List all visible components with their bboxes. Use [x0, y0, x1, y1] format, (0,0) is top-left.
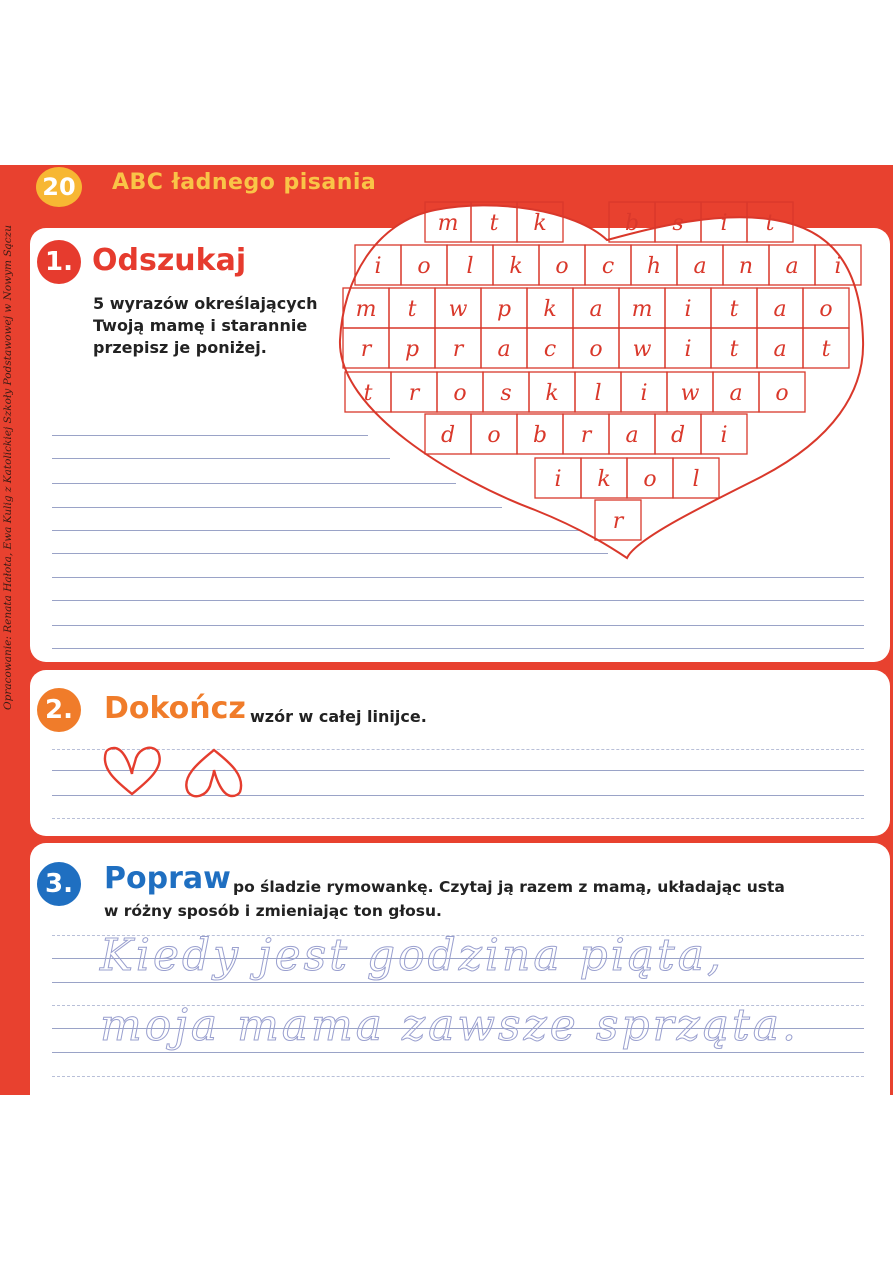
puzzle-letter: s	[672, 211, 684, 236]
puzzle-letter: m	[437, 211, 459, 236]
heart-pattern-sample	[100, 744, 250, 800]
exercise-2-title: Dokończ	[104, 691, 246, 726]
puzzle-letter: p	[496, 297, 512, 322]
instruction-line: 5 wyrazów określających	[93, 294, 318, 313]
puzzle-letter: o	[555, 254, 569, 279]
puzzle-letter: o	[775, 381, 789, 406]
puzzle-letter: w	[632, 337, 652, 362]
puzzle-letter: i	[720, 211, 728, 236]
puzzle-letter: t	[765, 211, 775, 236]
puzzle-letter: r	[612, 509, 624, 534]
writing-line[interactable]	[52, 648, 864, 649]
puzzle-letter: b	[624, 211, 640, 236]
puzzle-letter: m	[631, 297, 653, 322]
writing-line[interactable]	[52, 435, 368, 436]
heart-word-search	[335, 190, 875, 570]
puzzle-letter: i	[684, 337, 692, 362]
writing-line	[52, 1076, 864, 1077]
writing-line[interactable]	[52, 577, 864, 578]
puzzle-letter: t	[821, 337, 831, 362]
puzzle-letter: i	[554, 467, 562, 492]
writing-line[interactable]	[52, 1052, 864, 1053]
puzzle-letter: m	[355, 297, 377, 322]
puzzle-letter: n	[738, 254, 754, 279]
puzzle-letter: a	[773, 297, 787, 322]
puzzle-letter: t	[407, 297, 417, 322]
puzzle-letter: l	[692, 467, 700, 492]
puzzle-letter: l	[594, 381, 602, 406]
puzzle-letter: t	[489, 211, 499, 236]
puzzle-letter: a	[589, 297, 603, 322]
exercise-3-number: 3.	[37, 862, 81, 906]
puzzle-letter: i	[640, 381, 648, 406]
page-number: 20	[36, 167, 82, 207]
puzzle-letter: p	[404, 337, 420, 362]
puzzle-letter: o	[819, 297, 833, 322]
puzzle-letter: h	[646, 254, 662, 279]
puzzle-letter: k	[533, 211, 547, 236]
writing-line	[52, 818, 864, 819]
puzzle-letter: b	[532, 423, 548, 448]
puzzle-letter: o	[417, 254, 431, 279]
exercise-1-title: Odszukaj	[92, 243, 247, 278]
puzzle-letter: i	[720, 423, 728, 448]
puzzle-letter: k	[543, 297, 557, 322]
puzzle-letter: a	[773, 337, 787, 362]
puzzle-letter: w	[448, 297, 468, 322]
puzzle-letter: o	[453, 381, 467, 406]
puzzle-letter: o	[643, 467, 657, 492]
puzzle-letter: d	[440, 423, 456, 448]
exercise-3-instructions-line-1: po śladzie rymowankę. Czytaj ją razem z mamą, układając usta	[233, 878, 785, 896]
writing-line[interactable]	[52, 625, 864, 626]
puzzle-letter: o	[589, 337, 603, 362]
puzzle-letter: k	[545, 381, 559, 406]
instruction-line: przepisz je poniżej.	[93, 338, 267, 357]
puzzle-letter: d	[670, 423, 686, 448]
exercise-3-instructions-line-2: w różny sposób i zmieniając ton głosu.	[104, 902, 442, 920]
writing-line[interactable]	[52, 600, 864, 601]
puzzle-letter: s	[500, 381, 512, 406]
puzzle-letter: t	[729, 297, 739, 322]
puzzle-letter: k	[597, 467, 611, 492]
exercise-2-number: 2.	[37, 688, 81, 732]
puzzle-letter: a	[625, 423, 639, 448]
puzzle-letter: a	[785, 254, 799, 279]
puzzle-letter: a	[729, 381, 743, 406]
exercise-2-instructions: wzór w całej linijce.	[250, 707, 427, 726]
puzzle-letter: w	[680, 381, 700, 406]
puzzle-letter: r	[452, 337, 464, 362]
instruction-line: Twoją mamę i starannie	[93, 316, 308, 335]
puzzle-letter: r	[408, 381, 420, 406]
puzzle-letter: t	[729, 337, 739, 362]
puzzle-letter: t	[363, 381, 373, 406]
exercise-3-title: Popraw	[104, 861, 231, 896]
puzzle-letter: i	[684, 297, 692, 322]
puzzle-letter: i	[374, 254, 382, 279]
puzzle-letter: a	[497, 337, 511, 362]
page-title: ABC ładnego pisania	[112, 170, 377, 195]
puzzle-letter: k	[509, 254, 523, 279]
exercise-1-instructions	[93, 293, 318, 359]
puzzle-letter: i	[834, 254, 842, 279]
puzzle-letter: r	[580, 423, 592, 448]
puzzle-letter: l	[466, 254, 474, 279]
writing-line[interactable]	[52, 982, 864, 983]
author-credit: Opracowanie: Renata Hałota, Ewa Kulig z Katolickiej Szkoły Podstawowej w Nowym Sączu	[2, 225, 14, 710]
puzzle-letter: o	[487, 423, 501, 448]
puzzle-letter: a	[693, 254, 707, 279]
exercise-1-number: 1.	[37, 240, 81, 284]
puzzle-letter: r	[360, 337, 372, 362]
puzzle-letter: c	[543, 337, 557, 362]
puzzle-letter: c	[601, 254, 615, 279]
trace-text-line-2: moja mama zawsze sprząta.	[100, 1000, 799, 1051]
trace-text-line-1: Kiedy jest godzina piąta,	[100, 930, 724, 981]
